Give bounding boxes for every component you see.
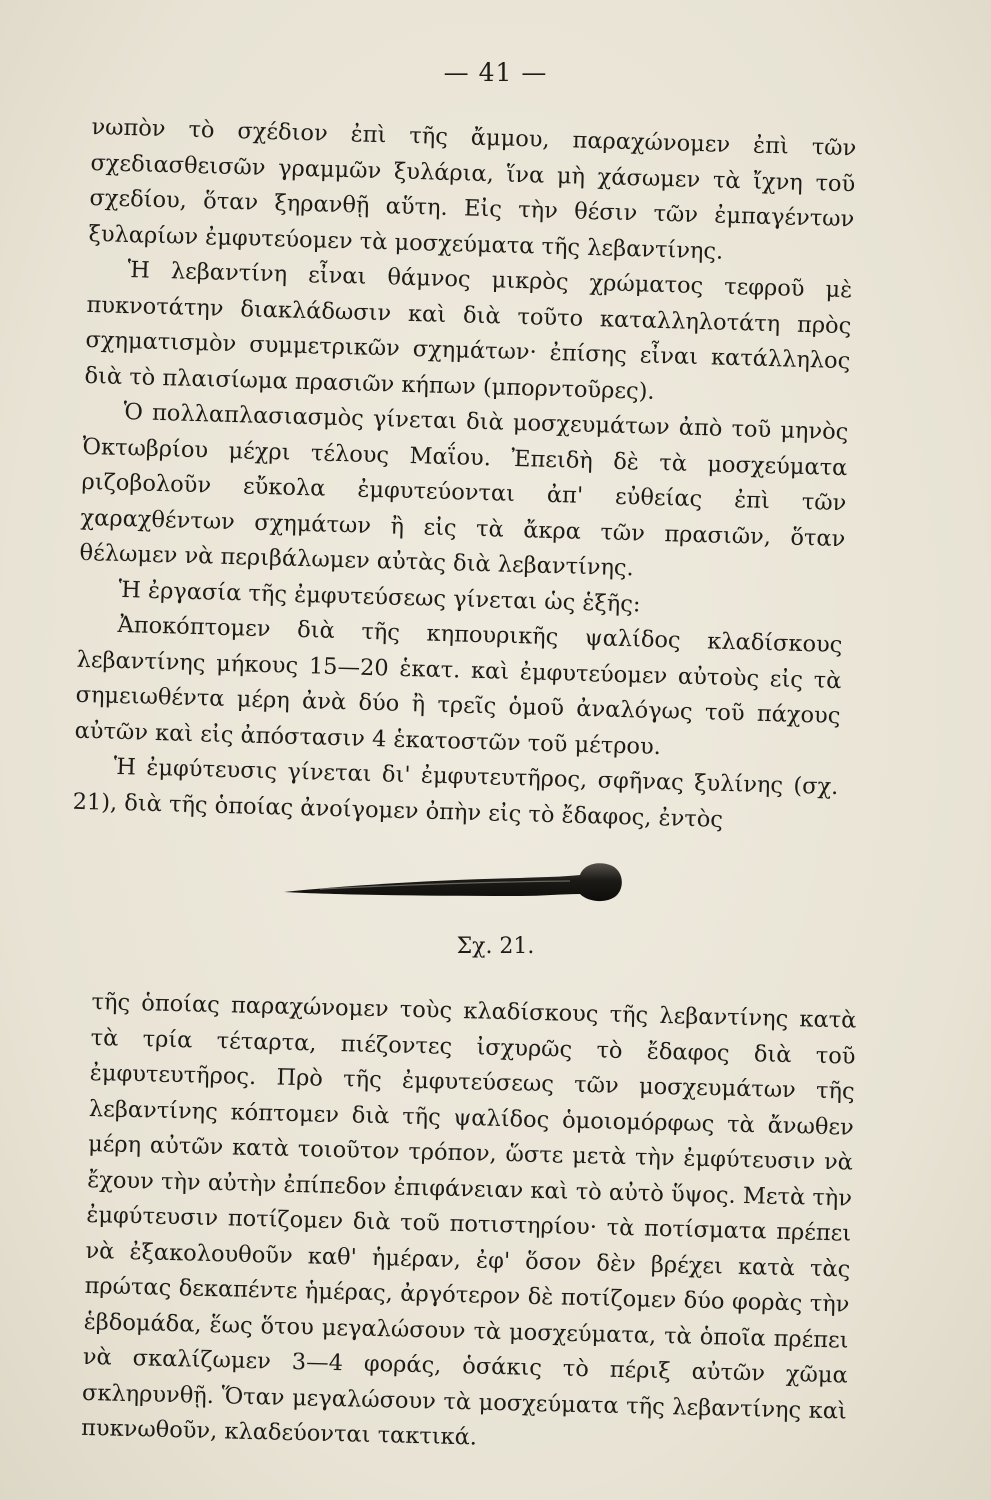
dibber-icon	[280, 858, 630, 918]
paragraph: Ἡ ἐργασία τῆς ἐμφυτεύσεως γίνεται ὡς ἑξῆς:	[118, 576, 641, 618]
figure-caption: Σχ. 21.	[456, 934, 535, 959]
page-number: — 41 —	[443, 58, 548, 87]
paragraph: τῆς ὁποίας παραχώνομεν τοὺς κλαδίσκους τῆς λεβαντίνης κατὰ τὰ τρία τέταρτα, πιέζοντες ἰσχυρῶς τὸ ἔδαφος διὰ τοῦ ἐμφυτευτῆρος. Πρὸ τῆς ἐμφυτεύσεως τῶν μοσχευμάτων τῆς λεβαντίνης κόπτομεν διὰ τῆς ψαλίδος ὁμοιομόρφως τὰ ἄνωθεν μέρη αὐτῶν κατὰ τοιοῦτον τρόπον, ὥστε μετὰ τὴν ἐμφύτευσιν νὰ ἔχουν τὴν αὐτὴν ἐπίπεδον ἐπιφάνειαν καὶ τὸ αὐτὸ ὕψος. Μετὰ τὴν ἐμφύτευσιν ποτίζομεν διὰ τοῦ ποτιστηρίου· τὰ ποτίσματα πρέπει νὰ ἐξακολουθοῦν καθ' ἡμέραν, ἐφ' ὅσον δὲν βρέχει κατὰ τὰς πρώτας δεκαπέντε ἡμέρας, ἀργότερον δὲ ποτίζομεν δύο φορὰς τὴν ἑβδομάδα, ἕως ὅτου μεγαλώσουν τὰ μοσχεύματα, τὰ ὁποῖα πρέπει νὰ σκαλίζωμεν 3—4 φοράς, ὁσάκις τὸ πέριξ αὐτῶν χῶμα σκληρυνθῇ. Ὅταν μεγαλώσουν τὰ μοσχεύματα τῆς λεβαντίνης καὶ πυκνωθοῦν, κλαδεύονται τακτικά.	[80, 988, 857, 1451]
paragraph: Ἡ ἐμφύτευσις γίνεται δι' ἐμφυτευτῆρος, σφῆνας ξυλίνης (σχ. 21), διὰ τῆς ὁποίας ἀνοίγομεν ὀπὴν εἰς τὸ ἔδαφος, ἐντὸς	[72, 753, 839, 833]
bottom-text-block	[81, 985, 857, 1465]
paragraph: Ὁ πολλαπλασιασμὸς γίνεται διὰ μοσχευμάτων ἀπὸ τοῦ μηνὸς Ὀκτωβρίου μέχρι τέλους Μαΐου. Ἐπειδὴ δὲ τὰ μοσχεύματα ριζοβολοῦν εὔκολα ἐμφυτεύονται ἀπ' εὐθείας ἐπὶ τῶν χαραχθέντων σχημάτων ἢ εἰς τὰ ἄκρα τῶν πρασιῶν, ὅταν θέλωμεν νὰ περιβάλωμεν αὐτὰς διὰ λεβαντίνης.	[79, 399, 849, 582]
paragraph: νωπὸν τὸ σχέδιον ἐπὶ τῆς ἄμμου, παραχώνομεν ἐπὶ τῶν σχεδιασθεισῶν γραμμῶν ξυλάρια, ἵνα μὴ χάσωμεν τὰ ἴχνη τοῦ σχεδίου, ὅταν ξηρανθῇ αὕτη. Εἰς τὴν θέσιν τῶν ἐμπαγέντων ξυλαρίων ἐμφυτεύομεν τὰ μοσχεύματα τῆς λεβαντίνης.	[88, 113, 857, 265]
paragraph: Ἀποκόπτομεν διὰ τῆς κηπουρικῆς ψαλίδος κλαδίσκους λεβαντίνης μήκους 15—20 ἑκατ. καὶ ἐμφυτεύομεν αὐτοὺς εἰς τὰ σημειωθέντα μέρη ἀνὰ δύο ἢ τρεῖς ὁμοῦ ἀναλόγως τοῦ πάχους αὐτῶν καὶ εἰς ἀπόστασιν 4 ἑκατοστῶν τοῦ μέτρου.	[74, 611, 843, 760]
paragraph: Ἡ λεβαντίνη εἶναι θάμνος μικρὸς χρώματος τεφροῦ μὲ πυκνοτάτην διακλάδωσιν καὶ διὰ τοῦτο καταλληλοτάτη πρὸς σχηματισμὸν συμμετρικῶν σχημάτων· ἐπίσης εἶναι κατάλληλος διὰ τὸ πλαισίωμα πρασιῶν κήπων (μπορντοῦρες).	[84, 257, 853, 405]
top-text-block	[72, 110, 857, 841]
